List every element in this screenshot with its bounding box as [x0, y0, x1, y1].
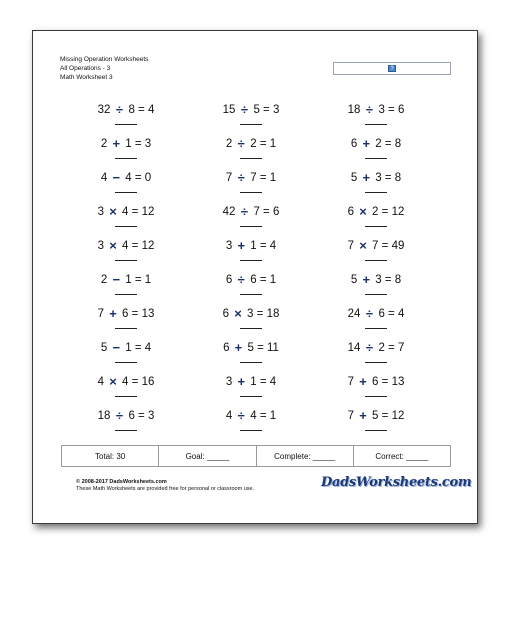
problem-item [61, 269, 191, 303]
result-value: 3 [272, 103, 280, 116]
operand-b: 4 [125, 171, 132, 184]
equation [226, 272, 276, 287]
worksheet-subtitle: All Operations - 3 [60, 65, 111, 72]
operand-b: 4 [122, 205, 129, 218]
operand-b: 4 [250, 409, 257, 422]
operand-a: 3 [97, 205, 105, 218]
problem-item [61, 235, 191, 269]
equation [101, 272, 151, 287]
operand-a: 6 [350, 137, 358, 150]
operand-b: 5 [372, 409, 379, 422]
total-count: Total: 30 [95, 451, 126, 461]
equals-sign: = [253, 341, 267, 354]
problem-item [61, 201, 191, 235]
equation [223, 102, 280, 117]
result-value: 1 [269, 137, 277, 150]
answer-line[interactable] [365, 226, 387, 227]
operand-b: 6 [378, 307, 385, 320]
score-footer [61, 445, 451, 467]
answer-line[interactable] [365, 294, 387, 295]
equation [98, 408, 155, 423]
problem-item [61, 371, 191, 405]
equation [351, 272, 401, 287]
result-value: 0 [144, 171, 152, 184]
operand-a: 2 [100, 137, 108, 150]
answer-line[interactable] [240, 328, 262, 329]
operator-symbol: + [362, 272, 371, 287]
answer-line[interactable] [240, 362, 262, 363]
problem-item [311, 99, 441, 133]
problem-item [61, 99, 191, 133]
dadsworksheets-logo[interactable]: DadsWorksheets.com [321, 475, 472, 490]
operand-a: 4 [97, 375, 105, 388]
answer-line[interactable] [240, 124, 262, 125]
operator-symbol: + [237, 238, 246, 253]
operand-a: 5 [350, 171, 358, 184]
equation [226, 170, 276, 185]
operator-symbol: + [362, 170, 371, 185]
problem-item [61, 303, 191, 337]
equals-sign: = [381, 171, 395, 184]
result-value: 4 [269, 239, 277, 252]
result-value: 1 [269, 273, 277, 286]
problem-item [311, 303, 441, 337]
result-value: 4 [397, 307, 405, 320]
answer-line[interactable] [115, 362, 137, 363]
equals-sign: = [384, 103, 398, 116]
problem-item [311, 201, 441, 235]
operator-symbol: + [359, 408, 367, 423]
problem-item [191, 269, 311, 303]
equation [226, 408, 276, 423]
answer-line[interactable] [115, 294, 137, 295]
operand-a: 7 [347, 239, 355, 252]
operator-symbol: − [112, 340, 121, 355]
operand-a: 15 [222, 103, 236, 116]
problem-item [191, 99, 311, 133]
answer-line[interactable] [115, 226, 137, 227]
problem-item [61, 167, 191, 201]
equals-sign: = [378, 205, 392, 218]
operand-a: 7 [225, 171, 233, 184]
name-field[interactable] [333, 62, 451, 75]
operand-a: 3 [97, 239, 105, 252]
operand-a: 5 [100, 341, 108, 354]
equation [223, 204, 280, 219]
result-value: 6 [397, 103, 405, 116]
operand-a: 24 [347, 307, 361, 320]
operator-symbol: ÷ [115, 102, 123, 117]
problem-item [191, 405, 311, 439]
result-value: 12 [141, 205, 155, 218]
worksheet-page [32, 30, 478, 524]
answer-line[interactable] [115, 124, 137, 125]
answer-line[interactable] [240, 226, 262, 227]
answer-line[interactable] [365, 396, 387, 397]
operand-b: 4 [122, 239, 129, 252]
operand-a: 5 [350, 273, 358, 286]
equals-sign: = [134, 409, 148, 422]
result-value: 3 [144, 137, 152, 150]
operand-a: 32 [97, 103, 111, 116]
operand-a: 6 [222, 307, 230, 320]
result-value: 3 [147, 409, 155, 422]
copyright-notice [76, 479, 254, 493]
equation [98, 374, 155, 389]
operator-symbol: + [112, 136, 121, 151]
result-value: 11 [266, 341, 279, 354]
operand-b: 6 [128, 409, 135, 422]
result-value: 49 [391, 239, 405, 252]
operand-a: 6 [223, 341, 230, 354]
operand-b: 1 [125, 341, 132, 354]
answer-line[interactable] [365, 362, 387, 363]
equals-sign: = [256, 171, 270, 184]
operator-symbol: ÷ [365, 102, 373, 117]
answer-line[interactable] [115, 192, 137, 193]
operator-symbol: + [362, 136, 371, 151]
operand-b: 2 [372, 205, 379, 218]
operand-a: 3 [225, 239, 233, 252]
operator-symbol: × [109, 374, 117, 389]
operand-b: 2 [378, 341, 385, 354]
equals-sign: = [378, 375, 392, 388]
operator-symbol: + [359, 374, 367, 389]
operand-a: 18 [97, 409, 111, 422]
operand-b: 4 [122, 375, 129, 388]
operand-a: 7 [347, 375, 355, 388]
operator-symbol: + [237, 374, 246, 389]
operand-b: 2 [250, 137, 257, 150]
equation [348, 102, 405, 117]
operand-a: 3 [225, 375, 233, 388]
result-value: 4 [147, 103, 155, 116]
equals-sign: = [381, 137, 395, 150]
result-value: 8 [394, 137, 402, 150]
equation [348, 374, 405, 389]
equals-sign: = [256, 409, 270, 422]
equals-sign: = [128, 375, 142, 388]
correct-field: Correct: _____ [353, 446, 450, 466]
equation [101, 340, 151, 355]
operand-b: 1 [125, 273, 132, 286]
equals-sign: = [259, 205, 273, 218]
equation [101, 136, 151, 151]
result-value: 8 [394, 273, 402, 286]
operand-b: 1 [250, 375, 257, 388]
answer-line[interactable] [365, 124, 387, 125]
result-value: 4 [144, 341, 152, 354]
operator-symbol: ÷ [115, 408, 123, 423]
result-value: 4 [269, 375, 277, 388]
operator-symbol: ÷ [237, 136, 245, 151]
operand-a: 42 [222, 205, 236, 218]
operand-a: 2 [225, 137, 233, 150]
equals-sign: = [378, 239, 392, 252]
equals-sign: = [131, 273, 145, 286]
result-value: 1 [269, 409, 277, 422]
complete-field: Complete: _____ [256, 446, 353, 466]
equation [226, 238, 276, 253]
operator-symbol: × [109, 238, 117, 253]
result-value: 13 [391, 375, 405, 388]
equals-sign: = [384, 341, 398, 354]
operand-b: 1 [250, 239, 257, 252]
operator-symbol: ÷ [237, 408, 245, 423]
operand-a: 7 [97, 307, 105, 320]
problem-item [61, 133, 191, 167]
equation [98, 238, 155, 253]
problem-item [191, 371, 311, 405]
operand-b: 7 [253, 205, 260, 218]
operand-a: 4 [225, 409, 233, 422]
operand-b: 5 [253, 103, 260, 116]
operand-b: 1 [125, 137, 132, 150]
problem-item [191, 201, 311, 235]
answer-line[interactable] [240, 396, 262, 397]
problem-item [191, 235, 311, 269]
operand-b: 3 [247, 307, 254, 320]
equals-sign: = [134, 103, 148, 116]
equation [98, 204, 155, 219]
operand-b: 8 [128, 103, 135, 116]
operator-symbol: ÷ [240, 102, 248, 117]
equation [351, 136, 401, 151]
equation [351, 170, 401, 185]
operator-symbol: × [359, 238, 367, 253]
operand-a: 4 [100, 171, 108, 184]
operator-symbol: − [112, 272, 121, 287]
equals-sign: = [256, 239, 270, 252]
operator-symbol: ÷ [365, 340, 373, 355]
answer-line[interactable] [365, 158, 387, 159]
operand-a: 6 [225, 273, 233, 286]
usage-note: These Math Worksheets are provided free for personal or classroom use. [76, 486, 255, 492]
equals-sign: = [256, 137, 270, 150]
result-value: 16 [141, 375, 155, 388]
answer-line[interactable] [365, 192, 387, 193]
worksheet-series-title: Missing Operation Worksheets [60, 56, 149, 63]
equation [223, 340, 279, 355]
equals-sign: = [381, 273, 395, 286]
worksheet-number: Math Worksheet 3 [60, 74, 113, 81]
answer-line[interactable] [365, 328, 387, 329]
answer-line[interactable] [240, 430, 262, 431]
operand-b: 2 [375, 137, 382, 150]
equation [348, 306, 405, 321]
result-value: 18 [266, 307, 280, 320]
problem-grid [61, 99, 451, 439]
operator-symbol: ÷ [365, 306, 373, 321]
equation [348, 340, 405, 355]
equation [348, 204, 405, 219]
equals-sign: = [128, 239, 142, 252]
answer-line[interactable] [115, 260, 137, 261]
answer-line[interactable] [115, 328, 137, 329]
equals-sign: = [131, 171, 145, 184]
problem-item [311, 269, 441, 303]
answer-line[interactable] [365, 430, 387, 431]
operator-symbol: × [234, 306, 242, 321]
equals-sign: = [253, 307, 267, 320]
question-icon[interactable]: ? [388, 65, 396, 72]
answer-line[interactable] [240, 158, 262, 159]
result-value: 1 [144, 273, 152, 286]
operator-symbol: + [234, 340, 243, 355]
problem-item [61, 337, 191, 371]
problem-item [191, 337, 311, 371]
equals-sign: = [131, 137, 145, 150]
answer-line[interactable] [115, 158, 137, 159]
operator-symbol: ÷ [237, 170, 245, 185]
equation [348, 238, 405, 253]
operand-b: 6 [250, 273, 257, 286]
result-value: 12 [391, 409, 405, 422]
problem-item [311, 371, 441, 405]
answer-line[interactable] [365, 260, 387, 261]
operand-b: 6 [372, 375, 379, 388]
goal-field: Goal: _____ [158, 446, 255, 466]
operand-b: 3 [375, 273, 382, 286]
operator-symbol: × [359, 204, 367, 219]
equation [226, 374, 276, 389]
answer-line[interactable] [240, 294, 262, 295]
equation [101, 170, 151, 185]
operand-a: 14 [347, 341, 361, 354]
problem-item [311, 337, 441, 371]
result-value: 7 [397, 341, 405, 354]
equals-sign: = [131, 341, 145, 354]
answer-line[interactable] [115, 430, 137, 431]
operand-b: 6 [122, 307, 129, 320]
equation [223, 306, 280, 321]
equals-sign: = [128, 205, 142, 218]
problem-item [311, 405, 441, 439]
problem-item [191, 167, 311, 201]
equals-sign: = [378, 409, 392, 422]
operand-b: 3 [378, 103, 385, 116]
equals-sign: = [384, 307, 398, 320]
result-value: 1 [269, 171, 277, 184]
problem-item [311, 167, 441, 201]
operator-symbol: ÷ [237, 272, 245, 287]
worksheet-header [60, 55, 148, 82]
result-value: 8 [394, 171, 402, 184]
operator-symbol: ÷ [240, 204, 248, 219]
equals-sign: = [128, 307, 142, 320]
equals-sign: = [259, 103, 273, 116]
copyright-line: © 2008-2017 DadsWorksheets.com [76, 479, 167, 485]
equation [98, 306, 155, 321]
problem-item [311, 133, 441, 167]
operand-b: 3 [375, 171, 382, 184]
problem-item [191, 133, 311, 167]
operand-a: 6 [347, 205, 355, 218]
problem-item [191, 303, 311, 337]
operand-b: 7 [250, 171, 257, 184]
operand-b: 5 [247, 341, 254, 354]
problem-item [61, 405, 191, 439]
result-value: 13 [141, 307, 155, 320]
result-value: 12 [391, 205, 405, 218]
equals-sign: = [256, 273, 270, 286]
operand-b: 7 [372, 239, 379, 252]
operand-a: 18 [347, 103, 361, 116]
equation [98, 102, 155, 117]
equals-sign: = [256, 375, 270, 388]
operand-a: 7 [347, 409, 355, 422]
answer-line[interactable] [240, 260, 262, 261]
result-value: 6 [272, 205, 280, 218]
problem-item [311, 235, 441, 269]
operator-symbol: − [112, 170, 121, 185]
result-value: 12 [141, 239, 155, 252]
operator-symbol: × [109, 204, 117, 219]
operand-a: 2 [100, 273, 108, 286]
operator-symbol: + [109, 306, 117, 321]
answer-line[interactable] [240, 192, 262, 193]
answer-line[interactable] [115, 396, 137, 397]
equation [348, 408, 405, 423]
equation [226, 136, 276, 151]
